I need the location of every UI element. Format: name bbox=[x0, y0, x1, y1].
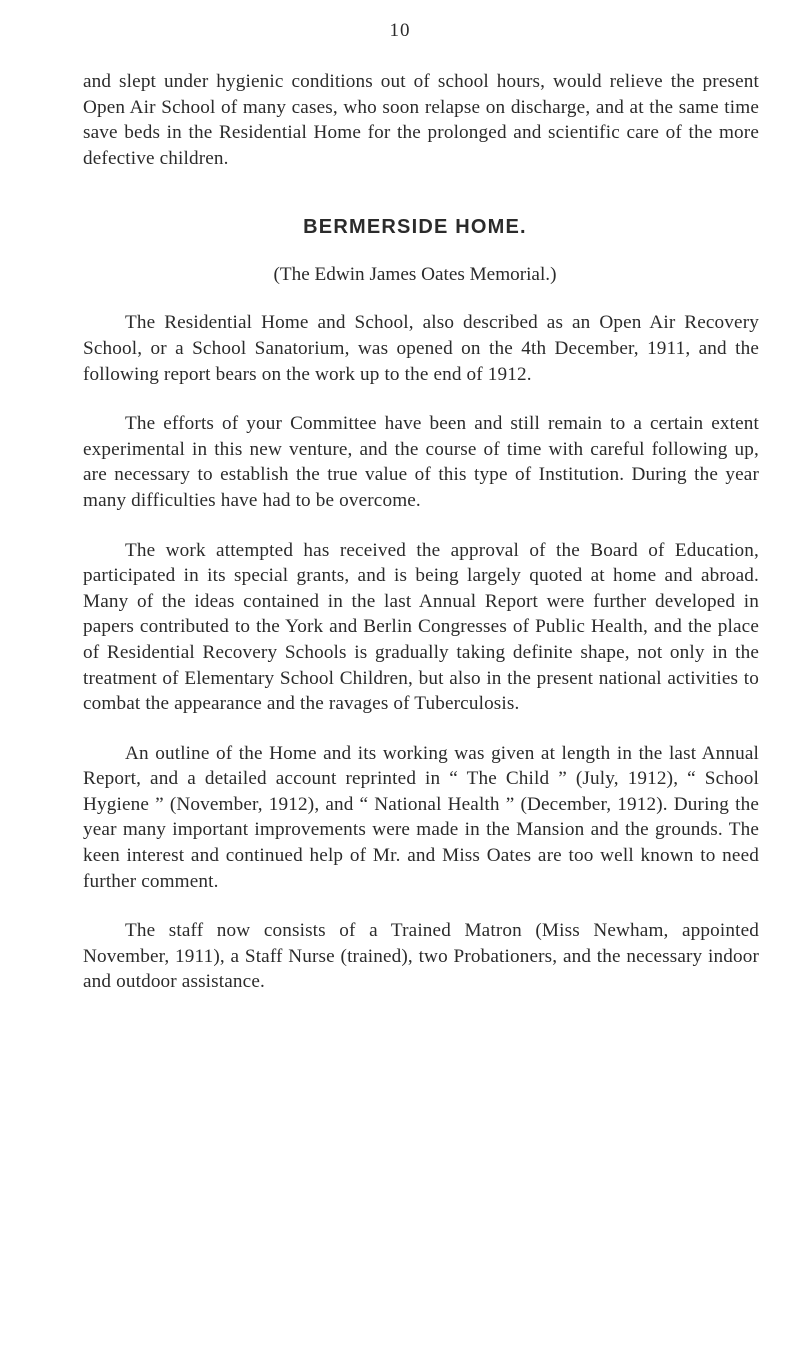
intro-paragraph: and slept under hygienic conditions out of school hours, would relieve the present Open Air School of many cases, who soon relapse on discharge, and at the same time save beds in the Residential Home for the prolonged and scientific care of the more defective children. bbox=[83, 71, 759, 169]
paragraph-opening: The Residential Home and School, also described as an Open Air Recovery School, or a School Sanatorium, was opened on the 4th December, 1911, and the following report bears on the work up to the end of 1912. bbox=[83, 312, 759, 385]
page-number: 10 bbox=[389, 20, 411, 41]
paragraph-outline: An outline of the Home and its working was given at length in the last Annual Report, and a detailed account reprinted in “ The Child ” (July, 1912), “ School Hygiene ” (November, 1912), and “ National Health ” (December, 1912). During the year many important improvements were made in the Mansion and the grounds. The keen interest and continued help of Mr. and Miss Oates are too well known to need further comment. bbox=[83, 742, 759, 892]
section-subheading: (The Edwin James Oates Memorial.) bbox=[273, 264, 557, 286]
page-body bbox=[83, 69, 759, 995]
section-heading: BERMERSIDE HOME. bbox=[303, 216, 527, 239]
paragraph-committee-efforts: The efforts of your Committee have been and still remain to a certain extent experimental in this new venture, and the course of time with careful following up, are necessary to establish the true value of this type of Institution. During the year many difficulties have had to be overcome. bbox=[83, 413, 759, 511]
paragraph-board-approval: The work attempted has received the approval of the Board of Education, participated in its special grants, and is being largely quoted at home and abroad. Many of the ideas contained in the last Annual Report were further developed in papers contributed to the York and Berlin Congresses of Public Health, and the place of Residential Recovery Schools is gradually taking definite shape, not only in the treatment of Elementary School Children, but also in the present national activities to combat the appearance and the ravages of Tuberculosis. bbox=[83, 539, 759, 715]
paragraph-staff: The staff now consists of a Trained Matron (Miss Newham, appointed November, 1911), a Staff Nurse (trained), two Probationers, and the necessary indoor and outdoor assistance. bbox=[83, 920, 759, 993]
